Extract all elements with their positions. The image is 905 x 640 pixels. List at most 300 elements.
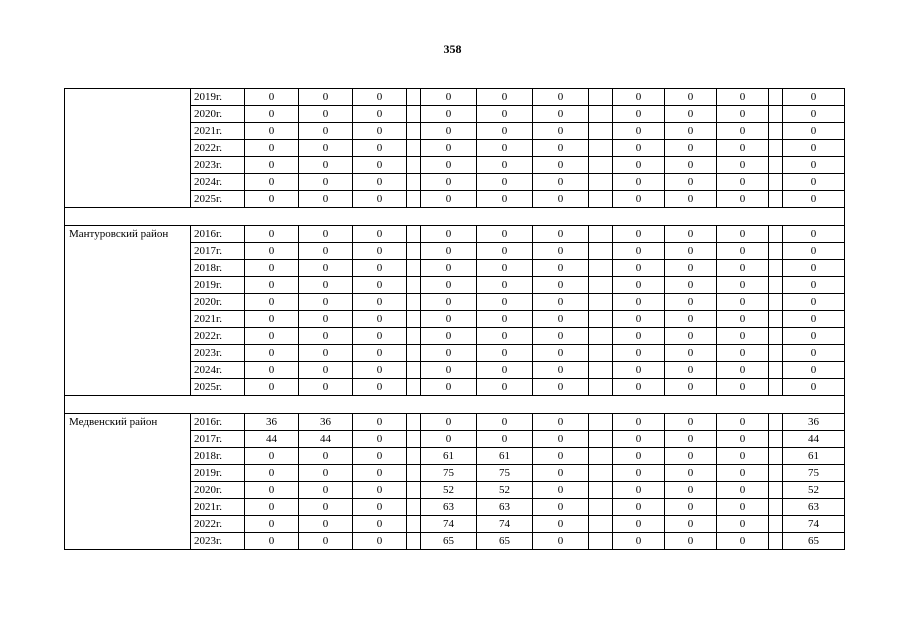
value-cell: 0 xyxy=(717,89,769,106)
value-cell: 0 xyxy=(421,123,477,140)
value-cell: 0 xyxy=(421,345,477,362)
value-cell: 0 xyxy=(613,328,665,345)
value-cell: 0 xyxy=(477,260,533,277)
value-cell: 0 xyxy=(613,345,665,362)
value-cell: 0 xyxy=(421,311,477,328)
value-cell: 0 xyxy=(613,277,665,294)
value-cell: 0 xyxy=(421,277,477,294)
value-cell: 0 xyxy=(299,260,353,277)
spacer-cell xyxy=(769,157,783,174)
spacer-cell xyxy=(589,499,613,516)
value-cell: 0 xyxy=(299,174,353,191)
value-cell: 0 xyxy=(783,123,845,140)
value-cell: 0 xyxy=(353,448,407,465)
spacer-cell xyxy=(407,431,421,448)
spacer-cell xyxy=(589,226,613,243)
year-cell: 2020г. xyxy=(191,294,245,311)
value-cell: 0 xyxy=(421,140,477,157)
spacer-cell xyxy=(407,174,421,191)
value-cell: 0 xyxy=(613,482,665,499)
spacer-cell xyxy=(589,465,613,482)
value-cell: 0 xyxy=(533,362,589,379)
value-cell: 0 xyxy=(533,499,589,516)
value-cell: 0 xyxy=(533,311,589,328)
value-cell: 0 xyxy=(421,328,477,345)
value-cell: 0 xyxy=(665,448,717,465)
value-cell: 0 xyxy=(613,362,665,379)
district-name: Медвенский район xyxy=(65,414,191,550)
spacer-cell xyxy=(769,140,783,157)
table-row xyxy=(65,89,845,106)
value-cell: 0 xyxy=(717,277,769,294)
spacer-cell xyxy=(589,157,613,174)
value-cell: 0 xyxy=(533,157,589,174)
value-cell: 0 xyxy=(717,140,769,157)
value-cell: 44 xyxy=(299,431,353,448)
value-cell: 0 xyxy=(299,191,353,208)
value-cell: 0 xyxy=(613,243,665,260)
spacer-cell xyxy=(407,191,421,208)
year-cell: 2019г. xyxy=(191,277,245,294)
value-cell: 0 xyxy=(299,379,353,396)
value-cell: 0 xyxy=(613,174,665,191)
value-cell: 0 xyxy=(299,277,353,294)
value-cell: 0 xyxy=(477,191,533,208)
block-separator-row xyxy=(65,208,845,226)
value-cell: 36 xyxy=(299,414,353,431)
value-cell: 0 xyxy=(353,157,407,174)
value-cell: 0 xyxy=(353,191,407,208)
value-cell: 0 xyxy=(665,106,717,123)
table-row xyxy=(65,414,845,431)
value-cell: 0 xyxy=(353,311,407,328)
value-cell: 0 xyxy=(613,448,665,465)
value-cell: 0 xyxy=(533,533,589,550)
spacer-cell xyxy=(407,499,421,516)
value-cell: 0 xyxy=(613,89,665,106)
value-cell: 0 xyxy=(299,328,353,345)
value-cell: 0 xyxy=(299,499,353,516)
value-cell: 0 xyxy=(353,226,407,243)
value-cell: 0 xyxy=(353,482,407,499)
spacer-cell xyxy=(407,465,421,482)
value-cell: 0 xyxy=(533,328,589,345)
value-cell: 0 xyxy=(533,345,589,362)
spacer-cell xyxy=(407,533,421,550)
spacer-cell xyxy=(769,448,783,465)
value-cell: 52 xyxy=(421,482,477,499)
spacer-cell xyxy=(769,226,783,243)
value-cell: 0 xyxy=(299,294,353,311)
value-cell: 0 xyxy=(665,123,717,140)
spacer-cell xyxy=(589,345,613,362)
value-cell: 74 xyxy=(783,516,845,533)
value-cell: 0 xyxy=(245,140,299,157)
value-cell: 0 xyxy=(613,157,665,174)
value-cell: 0 xyxy=(299,482,353,499)
value-cell: 63 xyxy=(477,499,533,516)
spacer-cell xyxy=(769,499,783,516)
spacer-cell xyxy=(769,89,783,106)
value-cell: 0 xyxy=(533,123,589,140)
spacer-cell xyxy=(407,106,421,123)
value-cell: 0 xyxy=(717,294,769,311)
value-cell: 0 xyxy=(533,431,589,448)
value-cell: 0 xyxy=(783,89,845,106)
value-cell: 0 xyxy=(477,379,533,396)
value-cell: 0 xyxy=(613,191,665,208)
value-cell: 0 xyxy=(783,157,845,174)
value-cell: 0 xyxy=(665,226,717,243)
value-cell: 0 xyxy=(613,516,665,533)
spacer-cell xyxy=(589,379,613,396)
value-cell: 0 xyxy=(613,379,665,396)
value-cell: 0 xyxy=(533,465,589,482)
district-name: Мантуровский район xyxy=(65,226,191,396)
value-cell: 0 xyxy=(299,123,353,140)
value-cell: 0 xyxy=(299,140,353,157)
value-cell: 0 xyxy=(421,89,477,106)
value-cell: 0 xyxy=(613,260,665,277)
value-cell: 0 xyxy=(613,431,665,448)
value-cell: 0 xyxy=(477,226,533,243)
value-cell: 0 xyxy=(353,294,407,311)
value-cell: 0 xyxy=(353,516,407,533)
value-cell: 0 xyxy=(421,260,477,277)
value-cell: 0 xyxy=(665,294,717,311)
value-cell: 0 xyxy=(353,260,407,277)
spacer-cell xyxy=(769,243,783,260)
value-cell: 0 xyxy=(613,294,665,311)
value-cell: 0 xyxy=(783,243,845,260)
value-cell: 0 xyxy=(299,106,353,123)
spacer-cell xyxy=(589,106,613,123)
year-cell: 2021г. xyxy=(191,311,245,328)
value-cell: 0 xyxy=(783,277,845,294)
value-cell: 0 xyxy=(783,140,845,157)
table-row xyxy=(65,226,845,243)
value-cell: 0 xyxy=(613,123,665,140)
spacer-cell xyxy=(589,260,613,277)
value-cell: 0 xyxy=(421,243,477,260)
spacer-cell xyxy=(407,123,421,140)
value-cell: 0 xyxy=(665,191,717,208)
value-cell: 0 xyxy=(421,174,477,191)
value-cell: 36 xyxy=(783,414,845,431)
value-cell: 0 xyxy=(353,123,407,140)
spacer-cell xyxy=(589,362,613,379)
data-table xyxy=(64,88,845,550)
value-cell: 0 xyxy=(717,414,769,431)
spacer-cell xyxy=(769,345,783,362)
value-cell: 75 xyxy=(477,465,533,482)
value-cell: 0 xyxy=(421,191,477,208)
value-cell: 0 xyxy=(421,106,477,123)
spacer-cell xyxy=(589,174,613,191)
value-cell: 0 xyxy=(717,448,769,465)
value-cell: 0 xyxy=(717,311,769,328)
value-cell: 0 xyxy=(613,226,665,243)
year-cell: 2024г. xyxy=(191,174,245,191)
value-cell: 0 xyxy=(613,311,665,328)
value-cell: 0 xyxy=(717,482,769,499)
value-cell: 0 xyxy=(353,414,407,431)
value-cell: 75 xyxy=(783,465,845,482)
spacer-cell xyxy=(769,379,783,396)
value-cell: 0 xyxy=(245,106,299,123)
value-cell: 52 xyxy=(477,482,533,499)
value-cell: 74 xyxy=(477,516,533,533)
spacer-cell xyxy=(589,89,613,106)
year-cell: 2018г. xyxy=(191,260,245,277)
value-cell: 0 xyxy=(665,174,717,191)
value-cell: 0 xyxy=(245,311,299,328)
spacer-cell xyxy=(407,260,421,277)
value-cell: 0 xyxy=(477,123,533,140)
value-cell: 0 xyxy=(783,174,845,191)
value-cell: 0 xyxy=(353,174,407,191)
value-cell: 0 xyxy=(665,157,717,174)
value-cell: 0 xyxy=(353,379,407,396)
value-cell: 0 xyxy=(717,465,769,482)
value-cell: 0 xyxy=(353,328,407,345)
value-cell: 0 xyxy=(613,414,665,431)
year-cell: 2024г. xyxy=(191,362,245,379)
block-separator-row xyxy=(65,396,845,414)
value-cell: 0 xyxy=(717,191,769,208)
value-cell: 0 xyxy=(665,260,717,277)
value-cell: 0 xyxy=(717,379,769,396)
value-cell: 0 xyxy=(245,482,299,499)
value-cell: 0 xyxy=(665,89,717,106)
value-cell: 0 xyxy=(717,226,769,243)
year-cell: 2017г. xyxy=(191,243,245,260)
value-cell: 0 xyxy=(717,157,769,174)
value-cell: 0 xyxy=(477,345,533,362)
spacer-cell xyxy=(407,226,421,243)
value-cell: 0 xyxy=(665,362,717,379)
value-cell: 0 xyxy=(665,465,717,482)
spacer-cell xyxy=(407,294,421,311)
value-cell: 0 xyxy=(665,482,717,499)
value-cell: 63 xyxy=(783,499,845,516)
value-cell: 0 xyxy=(717,533,769,550)
value-cell: 0 xyxy=(245,533,299,550)
value-cell: 0 xyxy=(665,499,717,516)
value-cell: 0 xyxy=(245,328,299,345)
value-cell: 0 xyxy=(299,311,353,328)
year-cell: 2023г. xyxy=(191,157,245,174)
spacer-cell xyxy=(589,482,613,499)
value-cell: 0 xyxy=(665,243,717,260)
value-cell: 36 xyxy=(245,414,299,431)
separator-cell xyxy=(65,396,845,414)
spacer-cell xyxy=(407,89,421,106)
year-cell: 2019г. xyxy=(191,89,245,106)
value-cell: 0 xyxy=(353,243,407,260)
value-cell: 0 xyxy=(613,499,665,516)
value-cell: 0 xyxy=(533,482,589,499)
value-cell: 0 xyxy=(353,345,407,362)
spacer-cell xyxy=(769,191,783,208)
value-cell: 0 xyxy=(353,499,407,516)
value-cell: 0 xyxy=(353,431,407,448)
value-cell: 0 xyxy=(245,294,299,311)
value-cell: 0 xyxy=(613,106,665,123)
year-cell: 2019г. xyxy=(191,465,245,482)
value-cell: 0 xyxy=(533,516,589,533)
value-cell: 0 xyxy=(477,243,533,260)
value-cell: 0 xyxy=(421,157,477,174)
spacer-cell xyxy=(407,414,421,431)
value-cell: 0 xyxy=(299,533,353,550)
value-cell: 0 xyxy=(533,140,589,157)
year-cell: 2020г. xyxy=(191,482,245,499)
value-cell: 65 xyxy=(783,533,845,550)
spacer-cell xyxy=(589,311,613,328)
value-cell: 0 xyxy=(245,243,299,260)
year-cell: 2021г. xyxy=(191,499,245,516)
year-cell: 2025г. xyxy=(191,191,245,208)
value-cell: 0 xyxy=(533,174,589,191)
value-cell: 0 xyxy=(783,328,845,345)
value-cell: 0 xyxy=(783,345,845,362)
value-cell: 0 xyxy=(477,328,533,345)
spacer-cell xyxy=(589,294,613,311)
spacer-cell xyxy=(589,431,613,448)
value-cell: 61 xyxy=(477,448,533,465)
spacer-cell xyxy=(407,157,421,174)
value-cell: 0 xyxy=(477,89,533,106)
value-cell: 0 xyxy=(477,157,533,174)
value-cell: 0 xyxy=(353,533,407,550)
value-cell: 0 xyxy=(245,191,299,208)
spacer-cell xyxy=(589,516,613,533)
value-cell: 0 xyxy=(245,260,299,277)
value-cell: 0 xyxy=(665,140,717,157)
year-cell: 2017г. xyxy=(191,431,245,448)
value-cell: 0 xyxy=(717,174,769,191)
spacer-cell xyxy=(407,277,421,294)
value-cell: 0 xyxy=(533,414,589,431)
value-cell: 0 xyxy=(533,89,589,106)
spacer-cell xyxy=(769,414,783,431)
value-cell: 0 xyxy=(783,260,845,277)
spacer-cell xyxy=(589,123,613,140)
value-cell: 0 xyxy=(717,516,769,533)
value-cell: 0 xyxy=(783,294,845,311)
value-cell: 74 xyxy=(421,516,477,533)
value-cell: 0 xyxy=(245,516,299,533)
year-cell: 2016г. xyxy=(191,414,245,431)
value-cell: 0 xyxy=(665,345,717,362)
value-cell: 0 xyxy=(299,516,353,533)
spacer-cell xyxy=(407,311,421,328)
value-cell: 0 xyxy=(299,448,353,465)
value-cell: 0 xyxy=(665,533,717,550)
value-cell: 0 xyxy=(421,362,477,379)
value-cell: 65 xyxy=(421,533,477,550)
value-cell: 0 xyxy=(717,123,769,140)
year-cell: 2022г. xyxy=(191,328,245,345)
value-cell: 75 xyxy=(421,465,477,482)
value-cell: 0 xyxy=(717,260,769,277)
value-cell: 0 xyxy=(665,431,717,448)
value-cell: 0 xyxy=(665,379,717,396)
spacer-cell xyxy=(769,482,783,499)
spacer-cell xyxy=(769,311,783,328)
spacer-cell xyxy=(407,328,421,345)
separator-cell xyxy=(65,208,845,226)
spacer-cell xyxy=(769,260,783,277)
value-cell: 65 xyxy=(477,533,533,550)
value-cell: 0 xyxy=(533,277,589,294)
value-cell: 0 xyxy=(245,362,299,379)
spacer-cell xyxy=(769,431,783,448)
spacer-cell xyxy=(589,191,613,208)
year-cell: 2025г. xyxy=(191,379,245,396)
spacer-cell xyxy=(589,140,613,157)
spacer-cell xyxy=(407,516,421,533)
value-cell: 0 xyxy=(717,106,769,123)
value-cell: 61 xyxy=(421,448,477,465)
value-cell: 0 xyxy=(533,243,589,260)
value-cell: 0 xyxy=(421,431,477,448)
spacer-cell xyxy=(589,243,613,260)
spacer-cell xyxy=(769,328,783,345)
value-cell: 0 xyxy=(421,226,477,243)
value-cell: 63 xyxy=(421,499,477,516)
value-cell: 0 xyxy=(783,226,845,243)
value-cell: 0 xyxy=(477,311,533,328)
value-cell: 0 xyxy=(353,89,407,106)
spacer-cell xyxy=(769,277,783,294)
value-cell: 0 xyxy=(421,379,477,396)
value-cell: 52 xyxy=(783,482,845,499)
value-cell: 0 xyxy=(533,294,589,311)
value-cell: 0 xyxy=(533,106,589,123)
value-cell: 0 xyxy=(421,294,477,311)
spacer-cell xyxy=(407,448,421,465)
value-cell: 0 xyxy=(299,465,353,482)
spacer-cell xyxy=(769,174,783,191)
spacer-cell xyxy=(769,516,783,533)
year-cell: 2016г. xyxy=(191,226,245,243)
spacer-cell xyxy=(407,362,421,379)
spacer-cell xyxy=(589,533,613,550)
spacer-cell xyxy=(407,379,421,396)
value-cell: 0 xyxy=(245,499,299,516)
value-cell: 0 xyxy=(245,345,299,362)
value-cell: 0 xyxy=(477,431,533,448)
value-cell: 44 xyxy=(783,431,845,448)
value-cell: 0 xyxy=(353,465,407,482)
value-cell: 0 xyxy=(299,89,353,106)
year-cell: 2022г. xyxy=(191,516,245,533)
value-cell: 0 xyxy=(783,106,845,123)
value-cell: 0 xyxy=(353,106,407,123)
spacer-cell xyxy=(769,362,783,379)
value-cell: 0 xyxy=(477,140,533,157)
spacer-cell xyxy=(589,448,613,465)
value-cell: 0 xyxy=(299,226,353,243)
value-cell: 0 xyxy=(477,414,533,431)
year-cell: 2020г. xyxy=(191,106,245,123)
spacer-cell xyxy=(769,123,783,140)
value-cell: 0 xyxy=(477,277,533,294)
value-cell: 0 xyxy=(245,277,299,294)
value-cell: 0 xyxy=(245,89,299,106)
